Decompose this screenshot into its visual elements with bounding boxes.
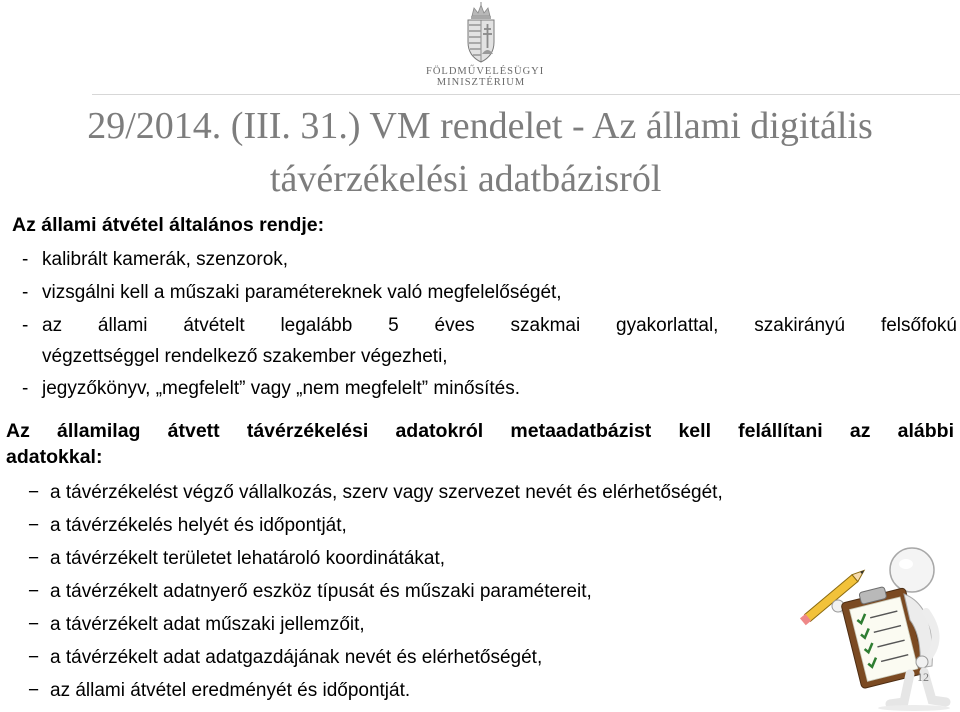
section2-paragraph-line1: Az államilag átvett távérzékelési adatokról metaadatbázist kell felállítani az alábbi [6, 420, 954, 442]
ministry-logo [426, 2, 545, 98]
page-title-line2: távérzékelési adatbázisról [270, 158, 662, 200]
list-item [22, 281, 562, 305]
clipboard-figure-icon [786, 536, 956, 712]
list-item-continuation: végzettséggel rendelkező szakember végezheti, [42, 346, 448, 367]
page-number: 12 [917, 670, 929, 684]
list-item-text: jegyzőkönyv, „megfelelt” vagy „nem megfelelt” minősítés. [42, 378, 520, 399]
list-item-text: a távérzékelt adat műszaki jellemzőit, [50, 614, 365, 635]
bullet-minus: − [28, 548, 40, 569]
coat-of-arms-icon [461, 2, 501, 66]
list-item-text: a távérzékelés helyét és időpontját, [50, 515, 347, 536]
list-item [22, 377, 520, 401]
section2-paragraph-line2: adatokkal: [6, 446, 103, 468]
bullet-dash: - [22, 249, 29, 270]
list-item-text: az állami átvételt legalább 5 éves szakmai gyakorlattal, szakirányú felsőfokú [42, 315, 957, 336]
bullet-dash: - [22, 282, 29, 303]
list-item [22, 314, 957, 338]
list-item [28, 481, 723, 505]
bullet-dash: - [22, 378, 29, 399]
bullet-minus: − [28, 614, 40, 635]
list-item [22, 248, 288, 272]
bullet-minus: − [28, 515, 40, 536]
list-item-text: a távérzékelt adat adatgazdájának nevét és elérhetőségét, [50, 647, 543, 668]
list-item-text: a távérzékelt adatnyerő eszköz típusát és műszaki paramétereit, [50, 581, 592, 602]
list-item-text: a távérzékelt területet lehatároló koordinátákat, [50, 548, 446, 569]
list-item [28, 580, 592, 604]
bullet-minus: − [28, 647, 40, 668]
list-item [28, 646, 542, 670]
list-item-text: vizsgálni kell a műszaki paramétereknek való megfelelőségét, [42, 282, 562, 303]
list-item [28, 679, 410, 703]
bullet-dash: - [22, 315, 29, 336]
section1-heading: Az állami átvétel általános rendje: [12, 214, 325, 236]
page-title-line1: 29/2014. (III. 31.) VM rendelet - Az állami digitális [87, 105, 873, 147]
bullet-minus: − [28, 680, 40, 701]
logo-text-line1: FÖLDMŰVELÉSÜGYI [426, 66, 545, 77]
list-item-text: a távérzékelést végző vállalkozás, szerv vagy szervezet nevét és elérhetőségét, [50, 482, 723, 503]
bullet-minus: − [28, 581, 40, 602]
list-item [28, 547, 445, 571]
logo-text-line2: MINISZTÉRIUM [436, 77, 526, 88]
list-item-text: kalibrált kamerák, szenzorok, [42, 249, 289, 270]
title-divider [92, 94, 960, 95]
list-item [28, 514, 347, 538]
list-item-text: az állami átvétel eredményét és időpontját. [50, 680, 411, 701]
list-item [28, 613, 365, 637]
bullet-minus: − [28, 482, 40, 503]
